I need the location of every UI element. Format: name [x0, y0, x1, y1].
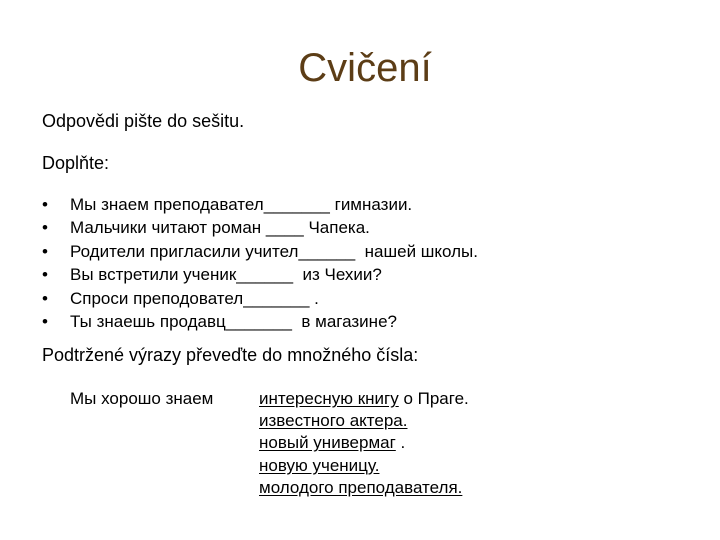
phrase-rest: . [395, 433, 406, 453]
slide-title-text: Cvičení [298, 46, 432, 90]
exercise-sentence: Вы встретили ученик______ из Чехии? [70, 265, 382, 285]
list-item [42, 217, 370, 240]
exercise-sentence: Спроси преподовател_______ . [70, 288, 319, 308]
phrase-rest: о Праге. [398, 389, 469, 408]
list-item [42, 311, 397, 334]
slide-title [0, 44, 720, 92]
transform-list [259, 388, 469, 499]
bullet-icon: • [42, 265, 48, 285]
list-item [259, 410, 469, 432]
exercise-sentence: Мальчики читают роман ____ Чапека. [70, 218, 370, 238]
exercise-sentence: Родители пригласили учител______ нашей школы. [70, 241, 478, 261]
underlined-phrase: интересную книгу [259, 389, 399, 408]
transform-lead: Мы хорошо знаем [70, 389, 214, 408]
bullet-icon: • [42, 218, 48, 238]
list-item [259, 477, 469, 499]
bullet-icon: • [42, 241, 48, 261]
list-item [42, 264, 382, 287]
instruction-notebook: Odpovědi pište do sešitu. [42, 111, 245, 131]
exercise-sentence: Мы знаем преподавател_______ гимназии. [70, 195, 413, 214]
underlined-phrase: новый универмаг [259, 433, 396, 453]
underlined-phrase: новую ученицу. [259, 455, 380, 475]
instruction-plural: Podtržené výrazy převeďte do množného čísla: [42, 345, 419, 365]
list-item [259, 388, 469, 410]
list-item [42, 288, 319, 311]
bullet-icon: • [42, 288, 48, 308]
list-item [42, 194, 413, 217]
bullet-icon: • [42, 195, 48, 214]
underlined-phrase: известного актера. [259, 411, 408, 431]
bullet-icon: • [42, 311, 48, 331]
underlined-phrase: молодого преподавателя. [259, 477, 463, 497]
instruction-fill-in: Doplňte: [42, 153, 110, 173]
exercise-sentence: Ты знаешь продавц_______ в магазине? [70, 311, 397, 331]
list-item [42, 241, 478, 264]
list-item [259, 455, 469, 477]
exercise-list [42, 194, 478, 334]
list-item [259, 432, 469, 454]
